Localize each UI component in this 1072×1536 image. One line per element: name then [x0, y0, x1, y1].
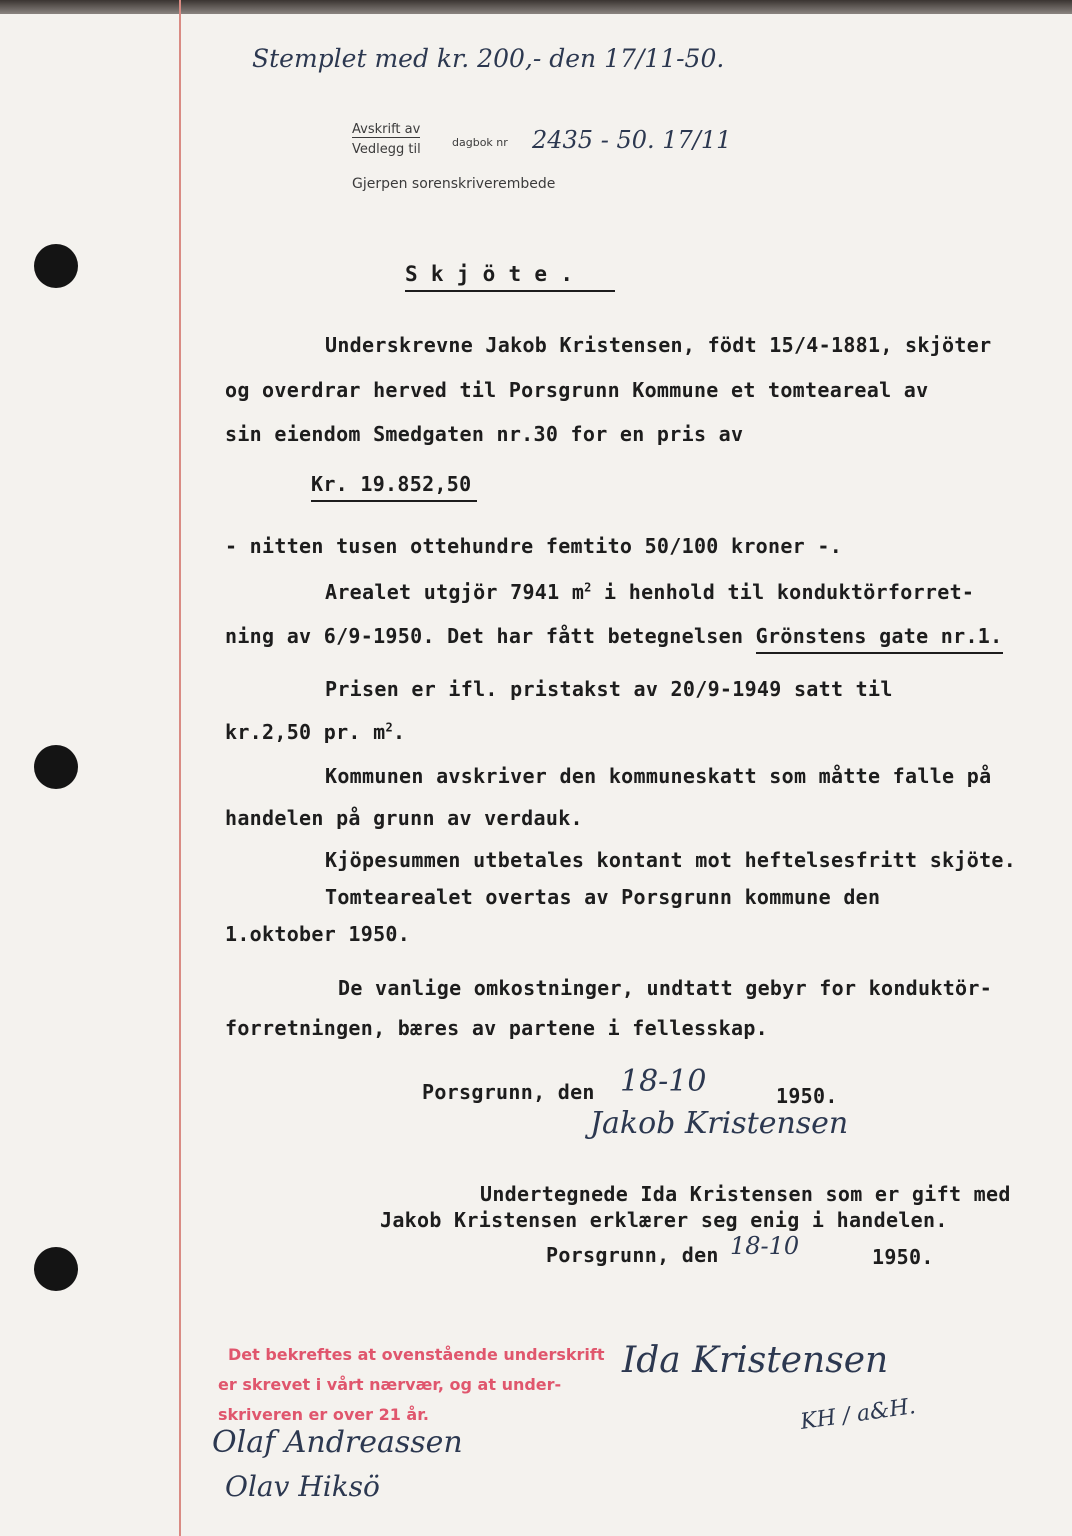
certification-line: Det bekreftes at ovenstående underskrift — [228, 1345, 605, 1364]
stamp-attachment-label: Vedlegg til — [352, 142, 421, 157]
document-title: S k j ö t e . — [405, 262, 615, 292]
punch-hole-icon — [34, 1247, 78, 1291]
street-name: Grönstens gate nr.1. — [756, 624, 1003, 654]
takeover-line: Tomtearealet overtas av Porsgrunn kommune den — [325, 885, 881, 909]
area-line — [225, 624, 1003, 648]
signature-jakob: Jakob Kristensen — [590, 1106, 849, 1141]
area-text-c: ning av 6/9-1950. Det har fått betegnelsen — [225, 624, 756, 648]
certification-line: er skrevet i vårt nærvær, og at under- — [218, 1375, 562, 1394]
price-sup: 2 — [385, 720, 393, 735]
handwritten-date: 18-10 — [620, 1064, 707, 1099]
punch-hole-icon — [34, 244, 78, 288]
stamp-duty-note: Stemplet med kr. 200,- den 17/11-50. — [252, 44, 725, 73]
signature-ida: Ida Kristensen — [622, 1340, 889, 1381]
tax-line: Kommunen avskriver den kommuneskatt som måtte falle på — [325, 764, 992, 788]
takeover-line: 1.oktober 1950. — [225, 922, 411, 946]
stamp-dagbok-label: dagbok nr — [452, 136, 508, 149]
margin-rule — [179, 0, 181, 1536]
area-line — [325, 580, 974, 604]
stamp-office-name: Gjerpen sorenskriverembede — [352, 176, 556, 192]
area-text-a: Arealet utgjör 7941 m — [325, 580, 585, 604]
punch-hole-icon — [34, 745, 78, 789]
costs-line: De vanlige omkostninger, undtatt gebyr for konduktör- — [338, 976, 993, 1000]
place-date-year: 1950. — [872, 1245, 934, 1269]
consent-line: Undertegnede Ida Kristensen som er gift med — [480, 1182, 1011, 1206]
price-line: Prisen er ifl. pristakst av 20/9-1949 satt til — [325, 677, 893, 701]
witness-signature-1: Olaf Andreassen — [212, 1425, 463, 1460]
stamp-copy-label: Avskrift av — [352, 122, 421, 137]
place-date-label: Porsgrunn, den — [422, 1080, 595, 1104]
sale-amount: Kr. 19.852,50 — [311, 472, 477, 502]
area-text-b: i henhold til konduktörforret- — [591, 580, 975, 604]
costs-line: forretningen, bæres av partene i fellesskap. — [225, 1016, 769, 1040]
para-line: sin eiendom Smedgaten nr.30 for en pris av — [225, 422, 744, 446]
area-sup: 2 — [584, 580, 592, 595]
place-date-year: 1950. — [776, 1084, 838, 1108]
para-line: og overdrar herved til Porsgrunn Kommune et tomteareal av — [225, 378, 929, 402]
payment-line: Kjöpesummen utbetales kontant mot heftelsesfritt skjöte. — [325, 848, 1017, 872]
scan-top-edge — [0, 0, 1072, 14]
certification-line: skriveren er over 21 år. — [218, 1405, 429, 1424]
para-line: Underskrevne Jakob Kristensen, födt 15/4-1881, skjöter — [325, 333, 992, 357]
price-text-a: kr.2,50 pr. m — [225, 720, 386, 744]
stamp-journal-number: 2435 - 50. 17/11 — [532, 126, 732, 154]
tax-line: handelen på grunn av verdauk. — [225, 806, 583, 830]
witness-signature-2: Olav Hiksö — [225, 1470, 380, 1503]
price-text-b: . — [392, 720, 406, 744]
handwritten-date: 18-10 — [730, 1232, 800, 1260]
consent-line: Jakob Kristensen erklærer seg enig i handelen. — [380, 1208, 948, 1232]
place-date-label: Porsgrunn, den — [546, 1243, 719, 1267]
price-line — [225, 720, 405, 744]
amount-in-words: - nitten tusen ottehundre femtito 50/100 kroner -. — [225, 534, 843, 558]
clerk-initials: KH / a&H. — [798, 1394, 918, 1435]
